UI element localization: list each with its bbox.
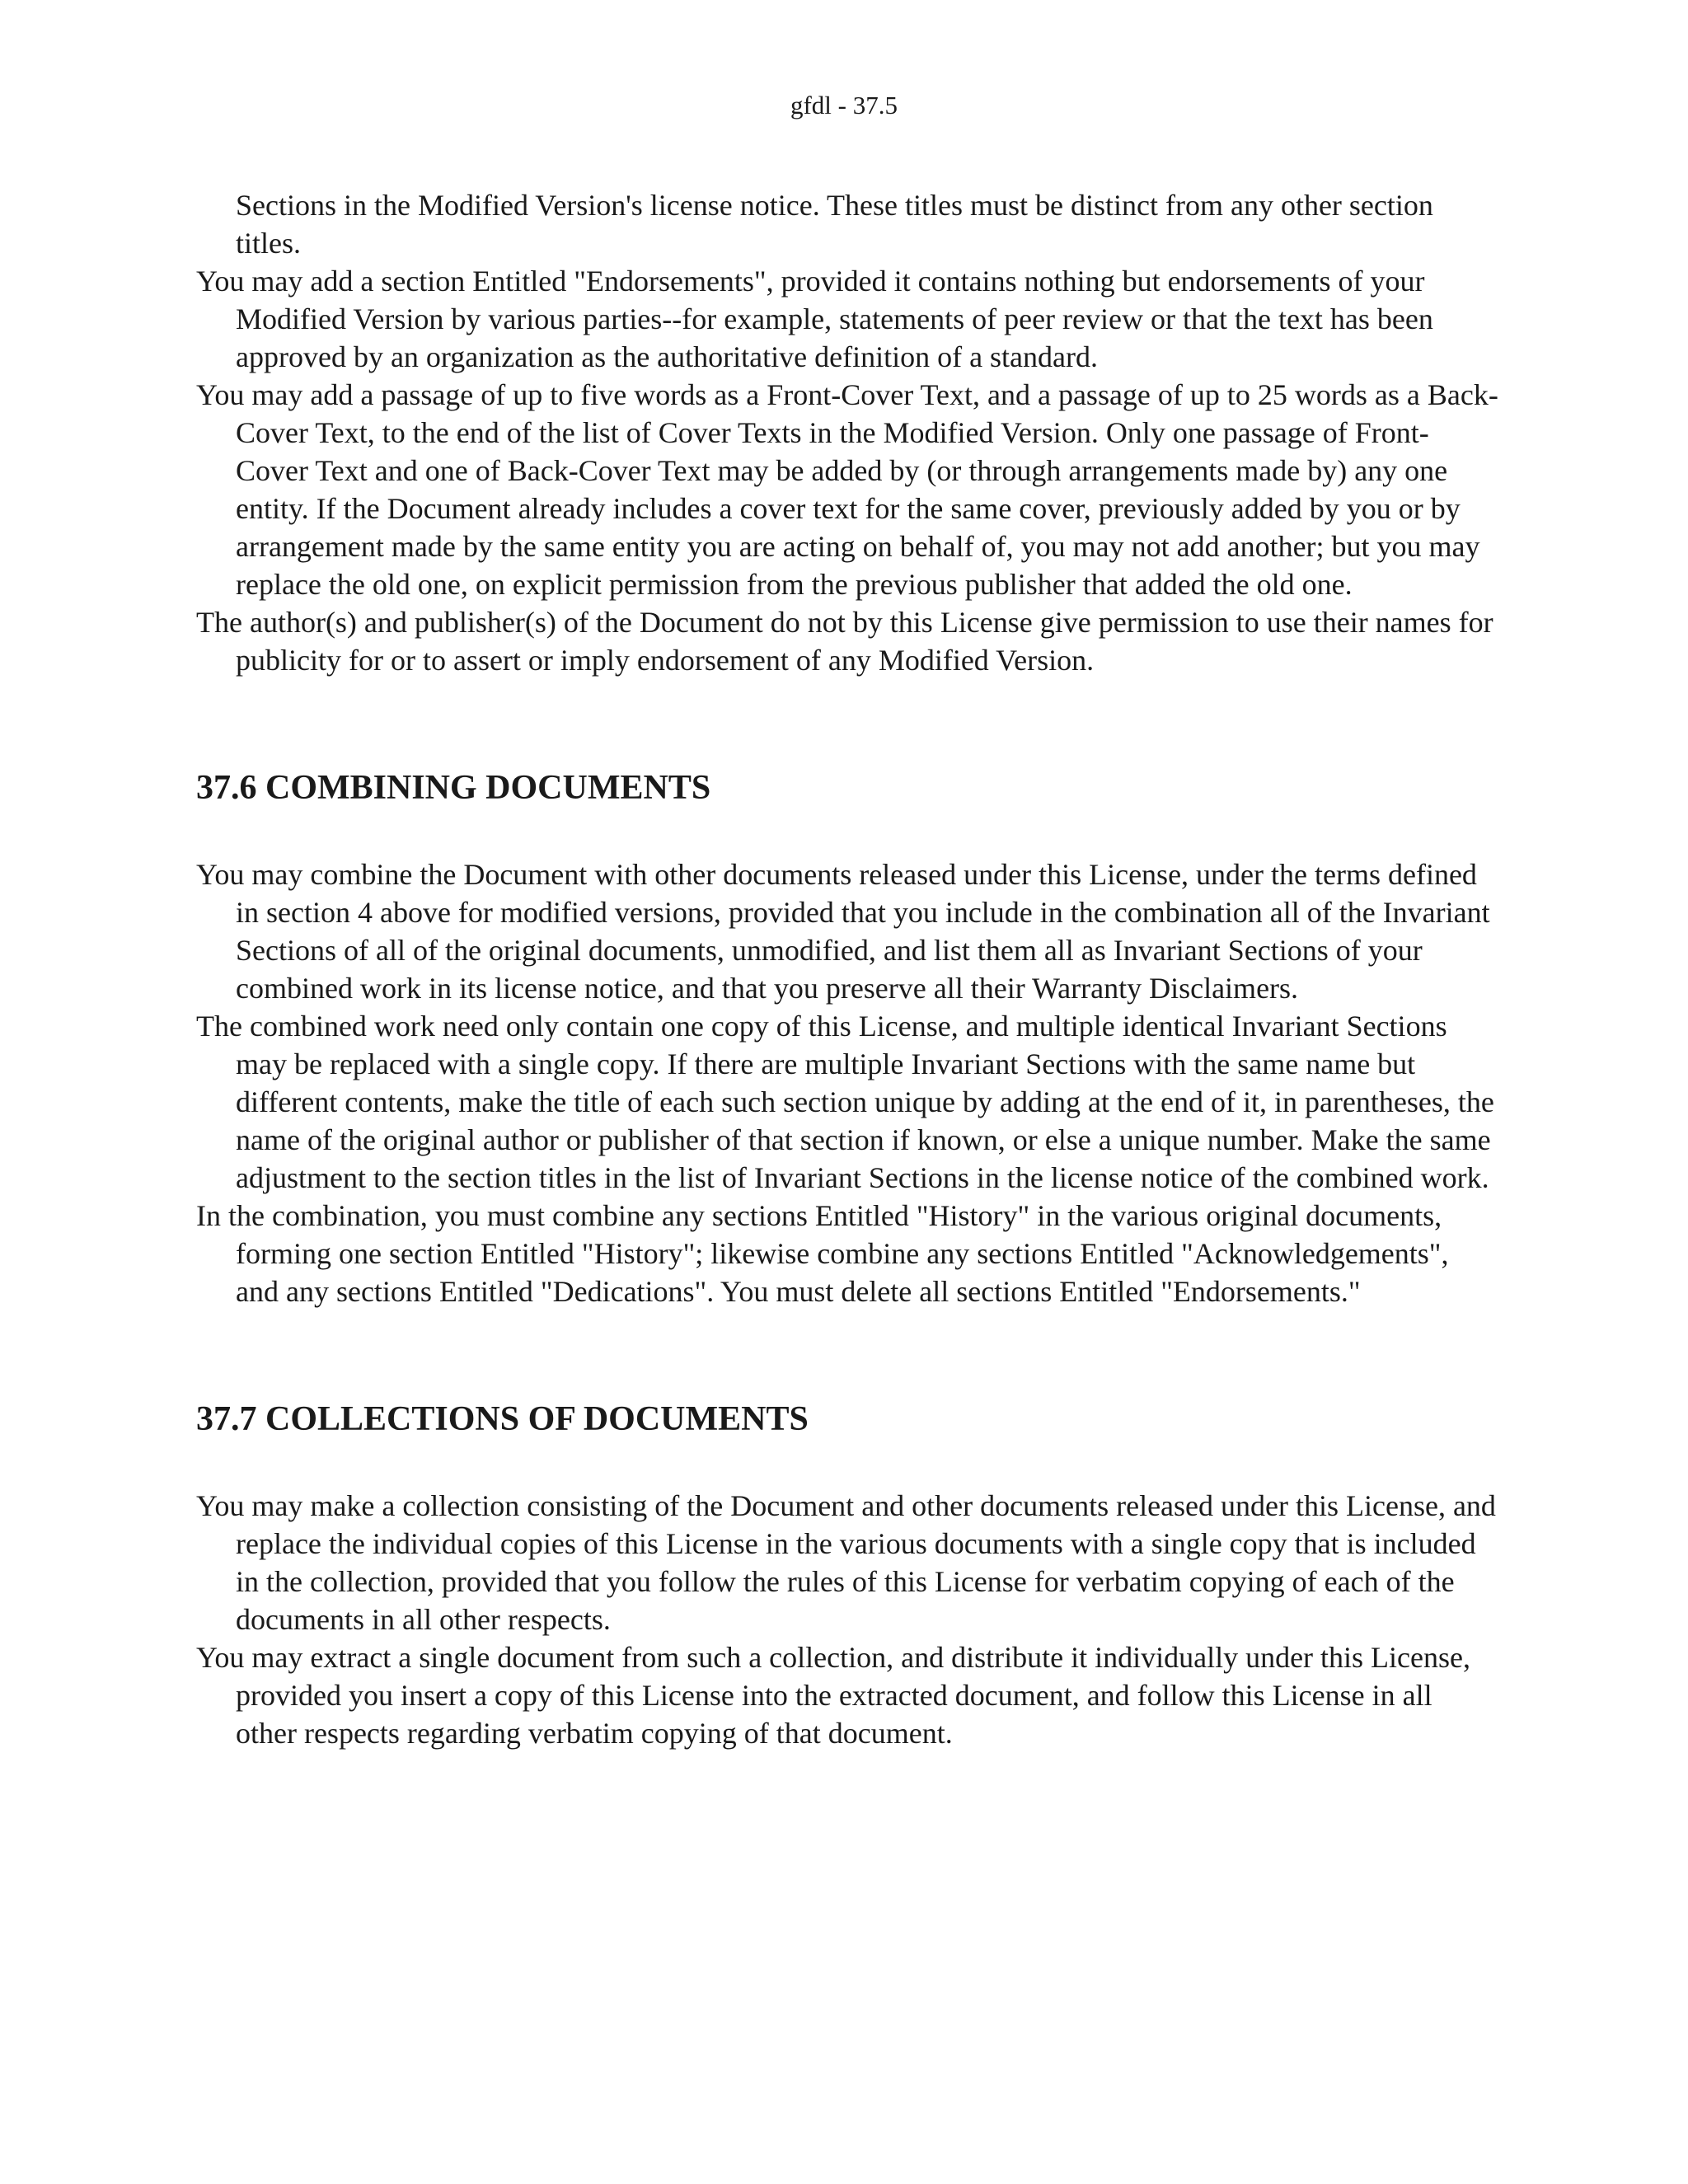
paragraph: You may add a section Entitled "Endorsements", provided it contains nothing but endorsements of your Modified Version by various parties--for example, statements of peer review or that the text has been approved by an organization as the authoritative definition of a standard. [196, 265, 1433, 373]
paragraph: You may make a collection consisting of the Document and other documents released under this License, and replace the individual copies of this License in the various documents with a single copy that is included in the collection, provided that you follow the rules of this License for verbatim copying of each of the documents in all other respects. [196, 1489, 1496, 1636]
paragraph: Sections in the Modified Version's license notice. These titles must be distinct from any other section titles. [236, 189, 1433, 260]
section-heading: 37.6 COMBINING DOCUMENTS [196, 769, 711, 807]
paragraph: In the combination, you must combine any sections Entitled "History" in the various original documents, forming one section Entitled "History"; likewise combine any sections Entitled "Acknowledgements", and any sections Entitled "Dedications". You must delete all sections Entitled "Endorsements." [196, 1199, 1449, 1308]
paragraph: You may extract a single document from such a collection, and distribute it individually under this License, provided you insert a copy of this License into the extracted document, and follow this License in all other respects regarding verbatim copying of that document. [196, 1641, 1470, 1750]
section-heading: 37.7 COLLECTIONS OF DOCUMENTS [196, 1400, 809, 1438]
running-header: gfdl - 37.5 [790, 91, 898, 120]
page-content [196, 186, 1498, 1752]
paragraph: The combined work need only contain one copy of this License, and multiple identical Invariant Sections may be replaced with a single copy. If there are multiple Invariant Sections with the same name but different contents, make the title of each such section unique by adding at the end of it, in parentheses, the name of the original author or publisher of that section if known, or else a unique number. Make the same adjustment to the section titles in the list of Invariant Sections in the license notice of the combined work. [196, 1010, 1494, 1194]
paragraph: You may combine the Document with other documents released under this License, under the terms defined in section 4 above for modified versions, provided that you include in the combination all of the Invariant Sections of all of the original documents, unmodified, and list them all as Invariant Sections of your combined work in its license notice, and that you preserve all their Warranty Disclaimers. [196, 858, 1490, 1005]
paragraph: The author(s) and publisher(s) of the Document do not by this License give permission to use their names for publicity for or to assert or imply endorsement of any Modified Version. [196, 606, 1493, 677]
paragraph: You may add a passage of up to five words as a Front-Cover Text, and a passage of up to 25 words as a Back-Cover Text, to the end of the list of Cover Texts in the Modified Version. Only one passage of Front-Cover Text and one of Back-Cover Text may be added by (or through arrangements made by) any one entity. If the Document already includes a cover text for the same cover, previously added by you or by arrangement made by the same entity you are acting on behalf of, you may not add another; but you may replace the old one, on explicit permission from the previous publisher that added the old one. [196, 378, 1498, 601]
